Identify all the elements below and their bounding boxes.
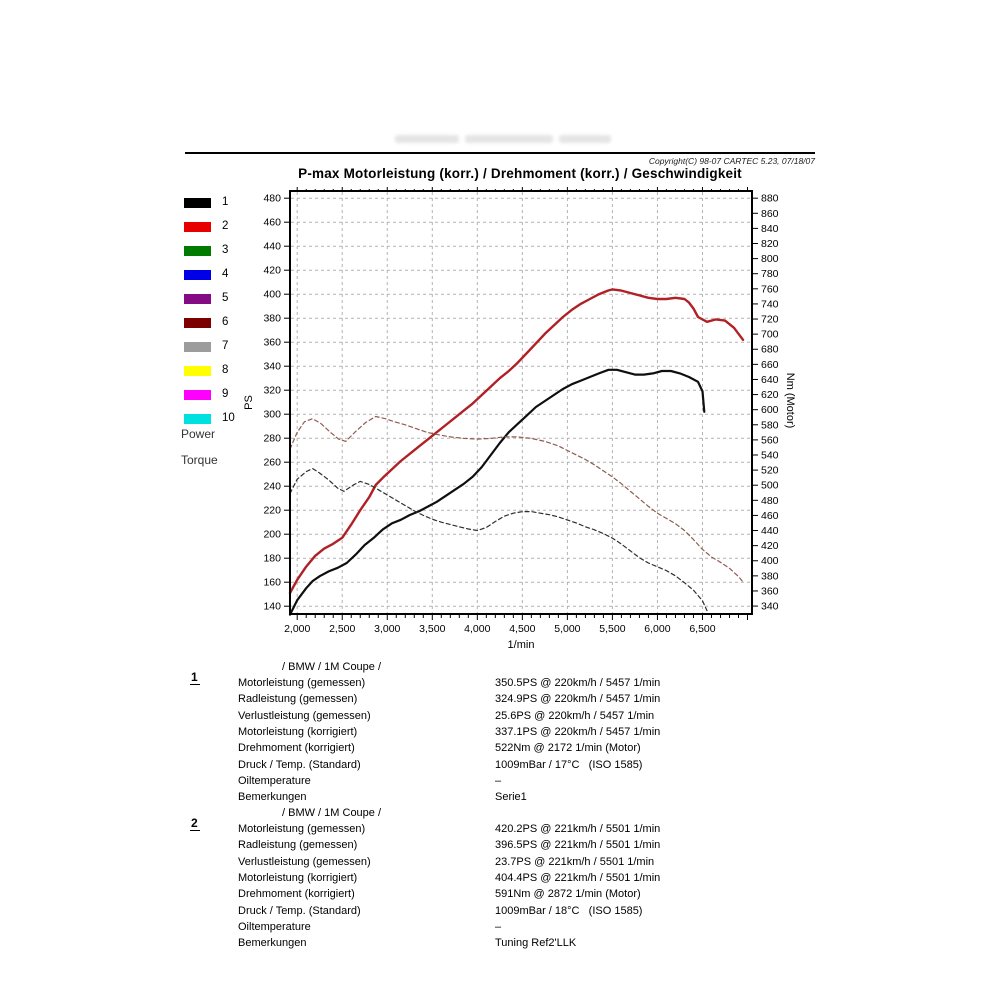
axis-tick-label: 3,000 — [374, 623, 401, 635]
result-row-value: 591Nm @ 2872 1/min (Motor) — [495, 888, 641, 901]
axis-tick-label: 5,000 — [554, 623, 581, 635]
axis-tick-label: 420 — [263, 264, 281, 277]
axis-tick-label: 840 — [761, 222, 779, 235]
axis-tick-label: 560 — [761, 434, 779, 447]
axis-tick-label: 860 — [761, 207, 779, 220]
curve-power-run-1 — [290, 370, 704, 615]
axis-tick-label: 160 — [263, 576, 281, 589]
curve-torque-run-2 — [290, 417, 743, 582]
axis-tick-label: 2,000 — [284, 623, 311, 635]
result-row-value: – — [495, 920, 502, 933]
legend-item-number: 5 — [222, 292, 229, 304]
axis-tick-label: 740 — [761, 298, 779, 311]
result-row-value: Serie1 — [495, 791, 527, 804]
axis-tick-label: 4,000 — [464, 623, 491, 635]
result-row-label: Oiltemperature — [238, 774, 311, 787]
legend-item-number: 7 — [222, 340, 229, 352]
axis-tick-label: 140 — [263, 600, 281, 613]
result-row-value: 420.2PS @ 221km/h / 5501 1/min — [495, 823, 661, 835]
axis-tick-label: 340 — [263, 360, 281, 373]
result-row-label: Motorleistung (gemessen) — [238, 823, 366, 835]
axis-tick-label: 3,500 — [419, 623, 446, 635]
legend-item-number: 3 — [222, 244, 229, 256]
axis-tick-label: 480 — [263, 192, 281, 205]
axis-tick-label: 5,500 — [599, 623, 626, 635]
result-row-value: 23.7PS @ 221km/h / 5501 1/min — [495, 855, 655, 868]
result-row-value: 324.9PS @ 220km/h / 5457 1/min — [495, 693, 661, 706]
axis-tick-label: 420 — [761, 540, 779, 553]
legend-item-number: 9 — [222, 388, 229, 400]
axis-tick-label: 460 — [761, 509, 779, 522]
axis-tick-label: 440 — [761, 525, 779, 538]
result-row-value: 404.4PS @ 221km/h / 5501 1/min — [495, 871, 661, 884]
axis-tick-label: 360 — [263, 336, 281, 349]
result-row-value: 25.6PS @ 220km/h / 5457 1/min — [495, 709, 655, 722]
result-row-label: Verlustleistung (gemessen) — [238, 709, 371, 722]
result-row-label: Druck / Temp. (Standard) — [238, 904, 361, 917]
result-row-value: 522Nm @ 2172 1/min (Motor) — [495, 742, 641, 755]
axis-tick-label: 700 — [761, 328, 779, 341]
axis-tick-label: 580 — [761, 419, 779, 432]
result-row-label: Motorleistung (korrigiert) — [238, 725, 358, 738]
result-row-label: Motorleistung (korrigiert) — [238, 871, 358, 884]
axis-tick-label: 680 — [761, 343, 779, 356]
axis-tick-label: 640 — [761, 373, 779, 386]
y-right-axis-title: Nm (Motor) — [784, 372, 796, 429]
legend-item-number: 6 — [222, 316, 229, 328]
axis-tick-label: 340 — [761, 600, 779, 613]
axis-tick-label: 6,500 — [689, 623, 716, 635]
result-row-value: – — [495, 774, 502, 787]
axis-tick-label: 500 — [761, 479, 779, 492]
axis-tick-label: 320 — [263, 384, 281, 397]
axis-tick-label: 400 — [263, 288, 281, 301]
axis-tick-label: 620 — [761, 389, 779, 402]
result-row-label: Radleistung (gemessen) — [238, 693, 358, 706]
copyright-text: Copyright(C) 98-07 CARTEC 5.23, 07/18/07 — [648, 156, 815, 166]
result-row-value: 337.1PS @ 220km/h / 5457 1/min — [495, 725, 661, 738]
legend-power-label: Power — [181, 427, 216, 441]
axis-tick-label: 200 — [263, 528, 281, 541]
axis-tick-label: 180 — [263, 552, 281, 565]
result-row-value: 1009mBar / 18°C (ISO 1585) — [495, 904, 643, 917]
result-row-label: Bemerkungen — [238, 937, 307, 950]
y-left-axis-title: PS — [243, 395, 255, 410]
legend-item-number: 2 — [222, 220, 229, 232]
axis-tick-label: 820 — [761, 237, 779, 250]
axis-tick-label: 780 — [761, 268, 779, 281]
axis-tick-label: 520 — [761, 464, 779, 477]
axis-tick-label: 440 — [263, 240, 281, 253]
axis-tick-label: 4,500 — [509, 623, 536, 635]
axis-tick-label: 360 — [761, 585, 779, 598]
x-axis-title: 1/min — [507, 639, 535, 651]
axis-tick-label: 380 — [761, 570, 779, 583]
axis-tick-label: 280 — [263, 432, 281, 445]
axis-tick-label: 380 — [263, 312, 281, 325]
axis-tick-label: 260 — [263, 456, 281, 469]
axis-tick-label: 880 — [761, 192, 779, 205]
result-row-value: 350.5PS @ 220km/h / 5457 1/min — [495, 677, 661, 689]
result-row-label: Druck / Temp. (Standard) — [238, 758, 361, 771]
legend-item-number: 4 — [222, 268, 229, 280]
result-row-label: Bemerkungen — [238, 791, 307, 804]
curve-torque-run-1 — [290, 469, 707, 611]
chart-title: P-max Motorleistung (korr.) / Drehmoment (korr.) / Geschwindigkeit — [298, 166, 742, 181]
curve-power-run-2 — [290, 289, 743, 593]
axis-tick-label: 2,500 — [329, 623, 356, 635]
axis-tick-label: 660 — [761, 358, 779, 371]
axis-tick-label: 480 — [761, 494, 779, 507]
axis-tick-label: 800 — [761, 253, 779, 266]
axis-tick-label: 600 — [761, 404, 779, 417]
result-row-value: 396.5PS @ 221km/h / 5501 1/min — [495, 839, 661, 852]
axis-tick-label: 540 — [761, 449, 779, 462]
section-number: 2 — [191, 816, 198, 830]
section-number: 1 — [191, 670, 198, 684]
result-row-label: Motorleistung (gemessen) — [238, 677, 366, 689]
result-row-value: 1009mBar / 17°C (ISO 1585) — [495, 758, 643, 771]
axis-tick-label: 300 — [263, 408, 281, 421]
axis-tick-label: 400 — [761, 555, 779, 568]
vehicle-name: / BMW / 1M Coupe / — [282, 807, 382, 819]
result-row-label: Verlustleistung (gemessen) — [238, 855, 371, 868]
result-row-value: Tuning Ref2'LLK — [495, 937, 577, 950]
result-row-label: Drehmoment (korrigiert) — [238, 888, 355, 901]
result-row-label: Drehmoment (korrigiert) — [238, 742, 355, 755]
axis-tick-label: 760 — [761, 283, 779, 296]
result-row-label: Oiltemperature — [238, 920, 311, 933]
axis-tick-label: 6,000 — [644, 623, 671, 635]
axis-tick-label: 720 — [761, 313, 779, 326]
axis-tick-label: 240 — [263, 480, 281, 493]
legend-torque-label: Torque — [181, 453, 218, 467]
axis-tick-label: 460 — [263, 216, 281, 229]
result-row-label: Radleistung (gemessen) — [238, 839, 358, 852]
legend-item-number: 10 — [222, 412, 235, 424]
legend-item-number: 8 — [222, 364, 229, 376]
legend-item-number: 1 — [222, 196, 229, 208]
axis-tick-label: 220 — [263, 504, 281, 517]
vehicle-name: / BMW / 1M Coupe / — [282, 661, 382, 673]
